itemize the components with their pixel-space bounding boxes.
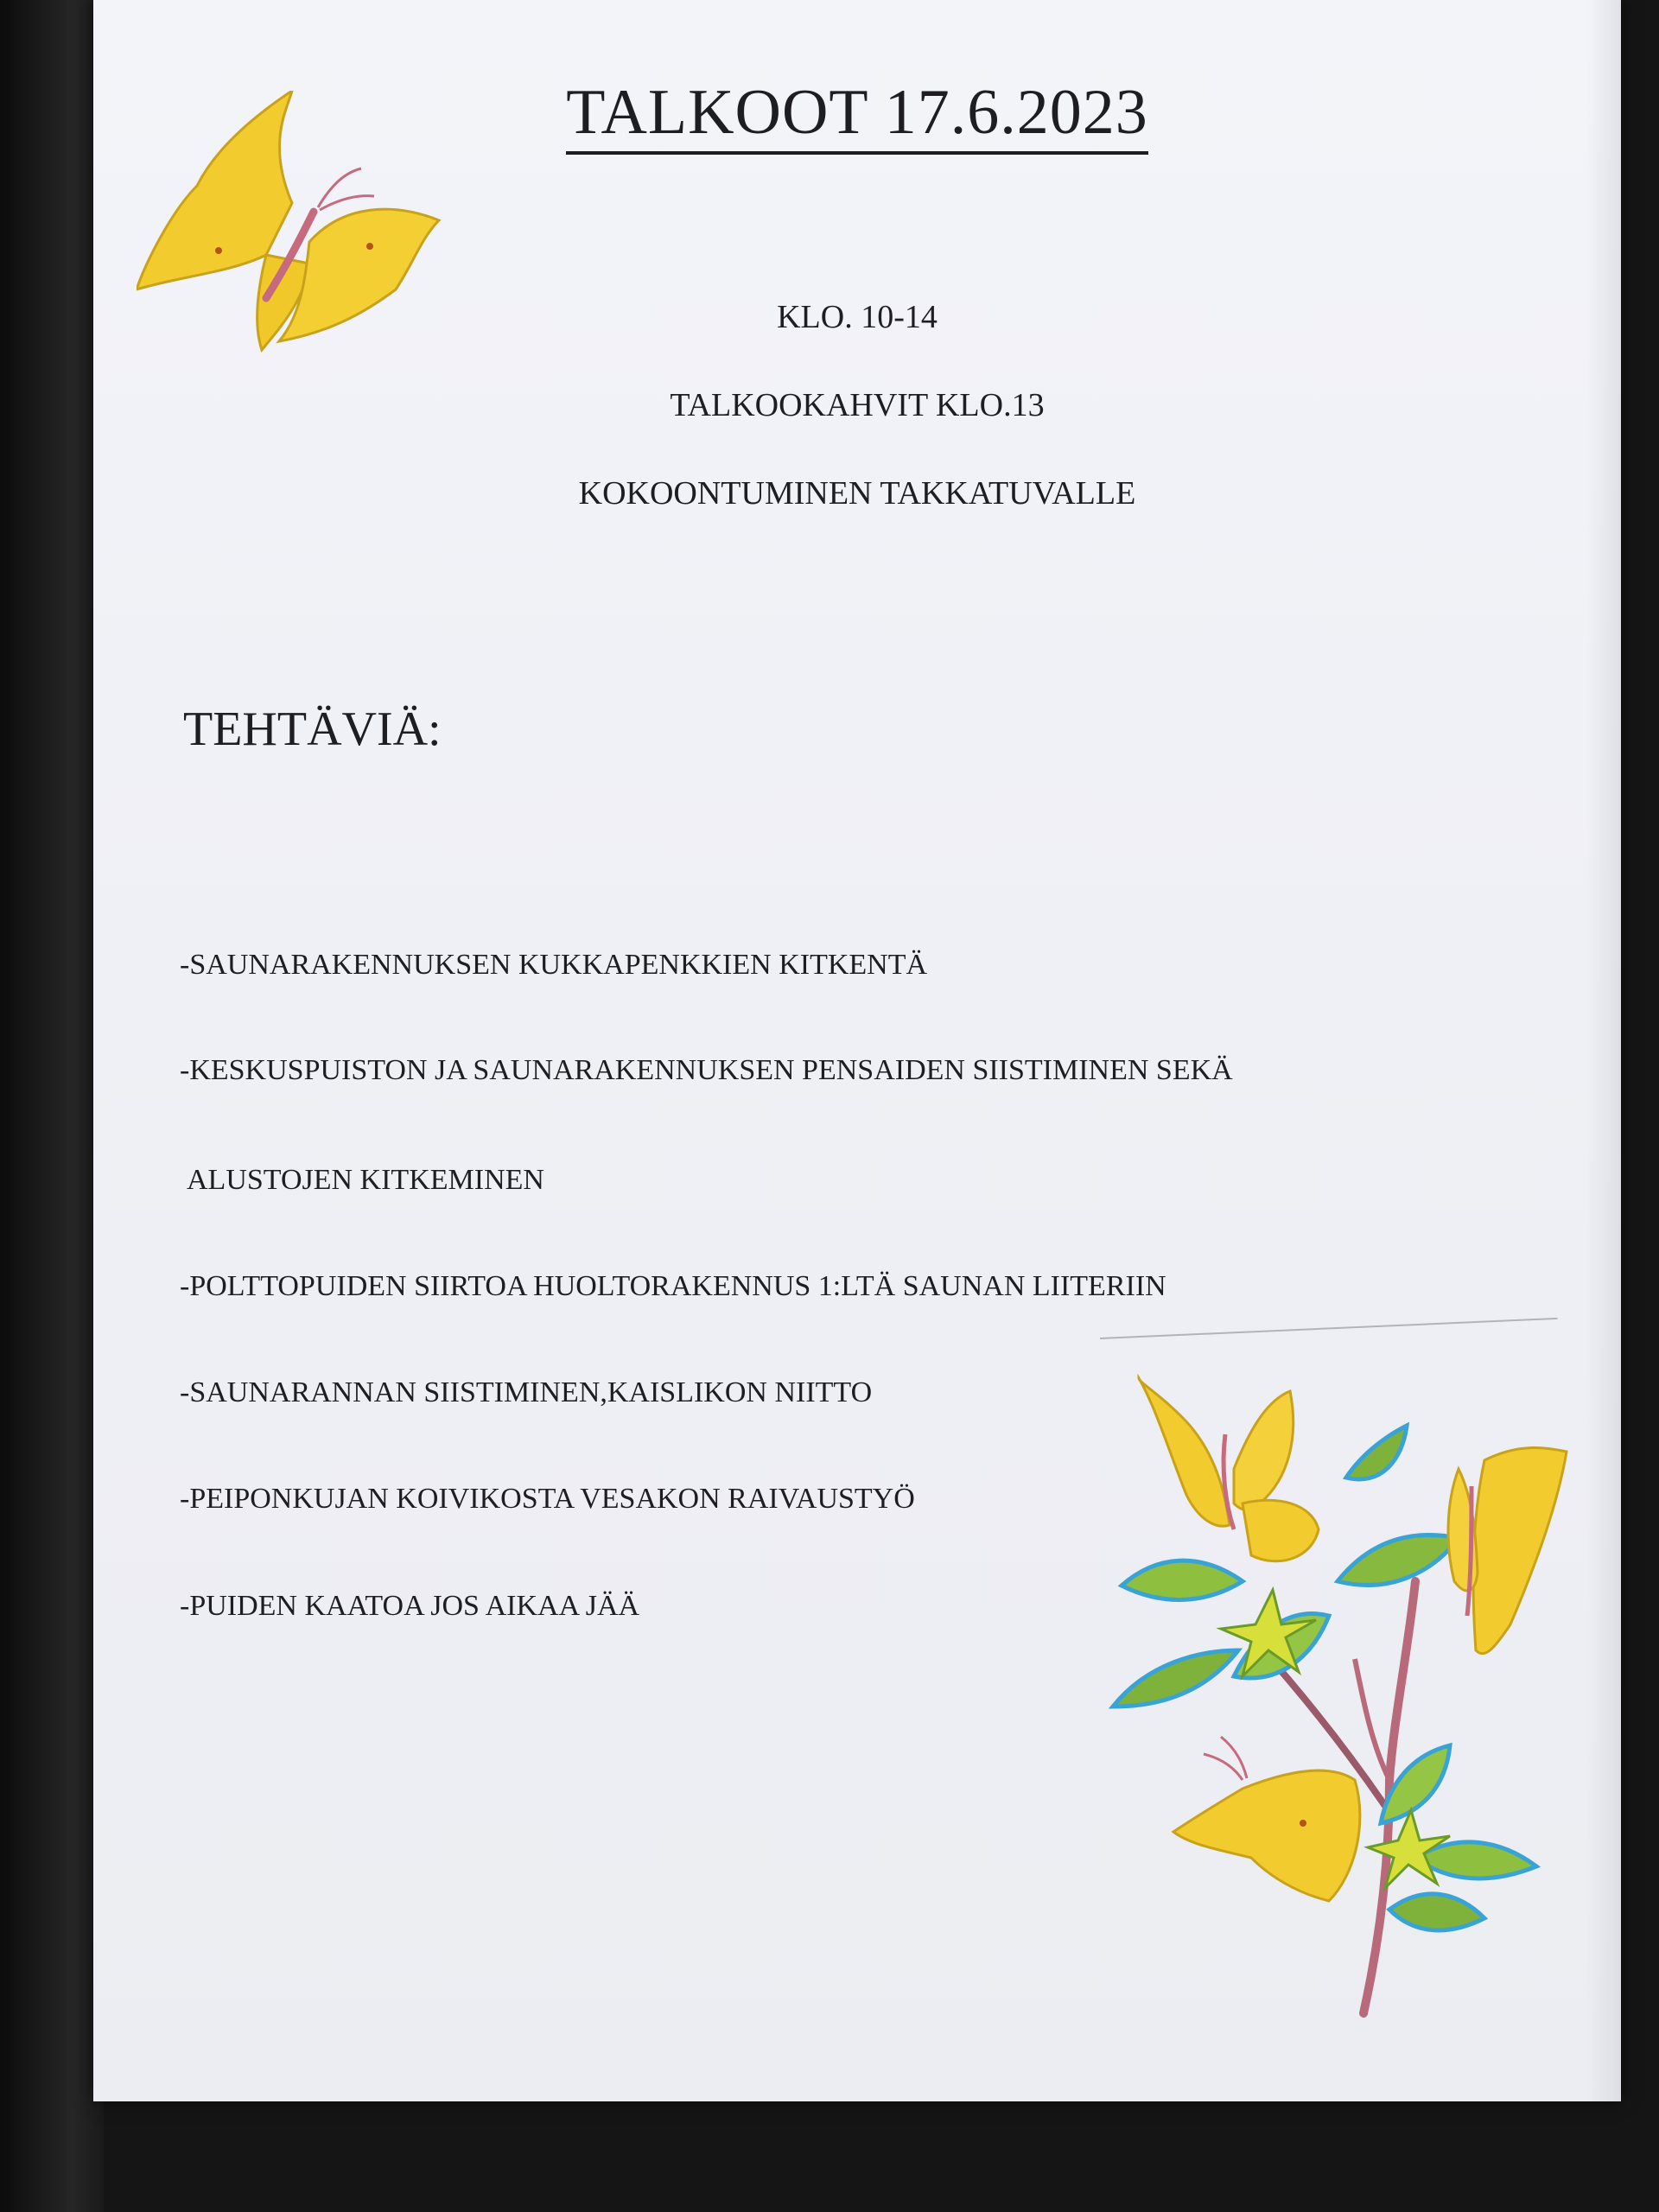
dark-background	[0, 0, 104, 2212]
meeting-place-line: KOKOONTUMINEN TAKKATUVALLE	[578, 475, 1136, 512]
pencil-stroke	[1100, 1318, 1558, 1339]
task-item: -KESKUSPUISTON JA SAUNARAKENNUKSEN PENSAIDEN SIISTIMINEN SEKÄ	[180, 1054, 1233, 1086]
task-item: -SAUNARANNAN SIISTIMINEN,KAISLIKON NIITTO	[180, 1376, 873, 1408]
document-title: TALKOOT 17.6.2023	[93, 76, 1621, 149]
tasks-heading: TEHTÄVIÄ:	[183, 702, 442, 756]
time-line: KLO. 10-14	[777, 299, 938, 335]
task-item-continuation: ALUSTOJEN KITKEMINEN	[187, 1164, 544, 1196]
task-item: -PUIDEN KAATOA JOS AIKAA JÄÄ	[180, 1590, 640, 1622]
task-item: -POLTTOPUIDEN SIIRTOA HUOLTORAKENNUS 1:LTÄ SAUNAN LIITERIIN	[180, 1270, 1166, 1302]
flower-branch-drawing-icon	[1104, 1374, 1588, 2031]
paper-sheet	[93, 0, 1621, 2101]
coffee-line: TALKOOKAHVIT KLO.13	[670, 387, 1045, 423]
task-item: -PEIPONKUJAN KOIVIKOSTA VESAKON RAIVAUSTYÖ	[180, 1483, 915, 1515]
task-item: -SAUNARAKENNUKSEN KUKKAPENKKIEN KITKENTÄ	[180, 949, 928, 981]
